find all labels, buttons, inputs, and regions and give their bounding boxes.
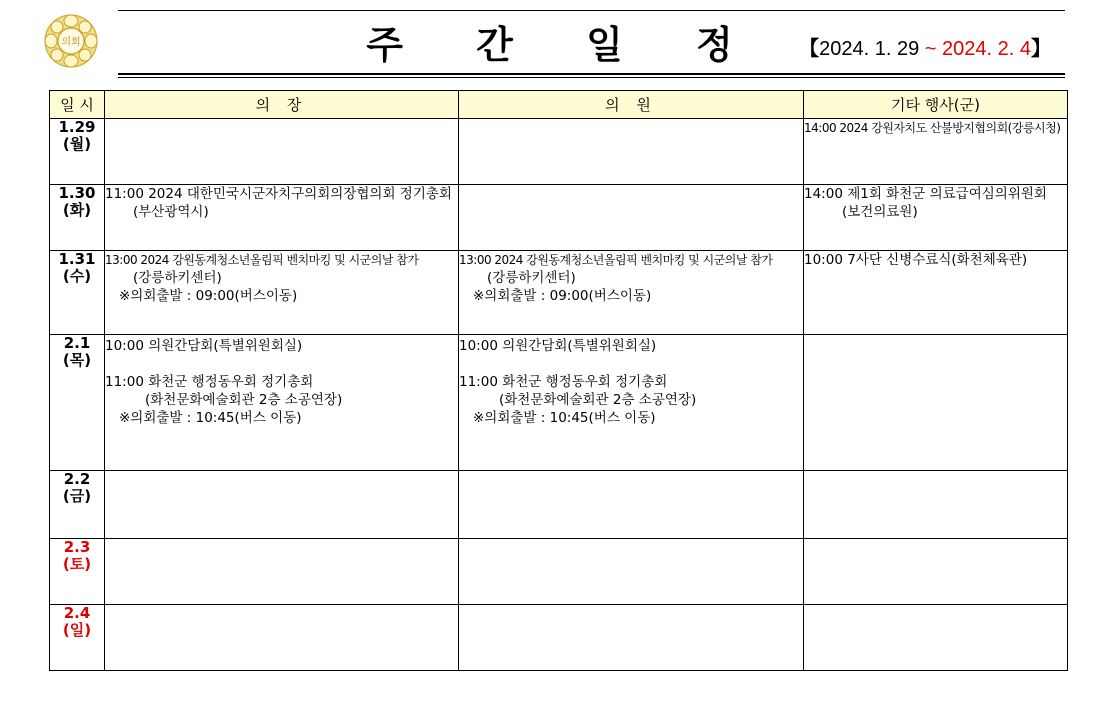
event-line: 14:00 제1회 화천군 의료급여심의위원회 — [804, 186, 1047, 202]
day-cell — [50, 539, 105, 605]
chair-cell — [105, 251, 459, 335]
event-location: (부산광역시) — [133, 204, 209, 220]
day-weekday: (목) — [62, 351, 92, 369]
table-header-row — [50, 91, 1068, 119]
col-header-member: 의 원 — [459, 91, 804, 119]
member-cell — [459, 471, 804, 539]
table-row — [50, 605, 1068, 671]
day-cell — [50, 185, 105, 251]
table-row — [50, 119, 1068, 185]
table-row — [50, 471, 1068, 539]
member-cell — [459, 251, 804, 335]
event-departure-note: ※의회출발 : 09:00(버스이동) — [119, 288, 298, 304]
event-line: 14:00 2024 강원자치도 산불방지협의회(강릉시청) — [804, 121, 1061, 135]
chair-cell — [105, 335, 459, 471]
other-cell — [804, 251, 1068, 335]
day-weekday: (수) — [62, 267, 92, 285]
event-departure-note: ※의회출발 : 09:00(버스이동) — [473, 288, 652, 304]
day-date: 1.29 — [58, 118, 96, 136]
event-line: 10:00 의원간담회(특별위원회실) — [459, 338, 657, 354]
chair-cell — [105, 119, 459, 185]
chair-cell — [105, 185, 459, 251]
col-header-chair: 의 장 — [105, 91, 459, 119]
other-cell — [804, 119, 1068, 185]
other-cell — [804, 471, 1068, 539]
day-date: 2.3 — [63, 538, 91, 556]
member-cell — [459, 119, 804, 185]
member-cell — [459, 335, 804, 471]
member-cell — [459, 605, 804, 671]
event-line: 11:00 화천군 행정동우회 정기총회 — [105, 374, 314, 390]
header-rule-top — [118, 10, 1065, 11]
table-row — [50, 539, 1068, 605]
table-row — [50, 335, 1068, 471]
day-date: 2.1 — [63, 334, 91, 352]
chair-cell — [105, 539, 459, 605]
event-departure-note: ※의회출발 : 10:45(버스 이동) — [473, 410, 656, 426]
other-cell — [804, 335, 1068, 471]
day-cell — [50, 471, 105, 539]
chair-cell — [105, 605, 459, 671]
event-location: (강릉하키센터) — [133, 270, 222, 286]
day-date: 1.31 — [58, 250, 96, 268]
col-header-other: 기타 행사(군) — [804, 91, 1068, 119]
day-weekday: (토) — [62, 555, 92, 573]
date-range-close: 】 — [1031, 38, 1051, 60]
day-cell — [50, 251, 105, 335]
day-weekday: (일) — [62, 621, 92, 639]
col-header-day: 일 시 — [50, 91, 105, 119]
event-location: (강릉하키센터) — [487, 270, 576, 286]
event-location: (보건의료원) — [842, 204, 918, 220]
event-line: 11:00 화천군 행정동우회 정기총회 — [459, 374, 668, 390]
member-cell — [459, 539, 804, 605]
date-range-end: 2024. 2. 4 — [942, 38, 1031, 60]
other-cell — [804, 185, 1068, 251]
table-row — [50, 251, 1068, 335]
event-location: (화천문화예술회관 2층 소공연장) — [145, 392, 343, 408]
header-rule-thick — [118, 73, 1065, 75]
event-line: 13:00 2024 강원동계청소년올림픽 벤치마킹 및 시군의날 참가 — [459, 253, 773, 267]
day-weekday: (화) — [62, 201, 92, 219]
chair-cell — [105, 471, 459, 539]
logo-text: 의회 — [61, 37, 81, 48]
weekly-schedule-table — [49, 90, 1068, 671]
other-cell — [804, 605, 1068, 671]
day-date: 1.30 — [58, 184, 96, 202]
day-cell — [50, 119, 105, 185]
event-departure-note: ※의회출발 : 10:45(버스 이동) — [119, 410, 302, 426]
date-range-separator: ~ — [924, 38, 937, 60]
other-cell — [804, 539, 1068, 605]
event-line: 10:00 의원간담회(특별위원회실) — [105, 338, 303, 354]
day-cell — [50, 605, 105, 671]
day-weekday: (월) — [62, 135, 92, 153]
event-location: (화천문화예술회관 2층 소공연장) — [499, 392, 697, 408]
day-weekday: (금) — [62, 487, 92, 505]
page-title: 주 간 일 정 — [366, 22, 763, 67]
day-date: 2.4 — [63, 604, 91, 622]
date-range-start: 2024. 1. 29 — [819, 38, 920, 60]
event-line: 13:00 2024 강원동계청소년올림픽 벤치마킹 및 시군의날 참가 — [105, 253, 419, 267]
day-date: 2.2 — [63, 470, 91, 488]
day-cell — [50, 335, 105, 471]
date-range — [799, 37, 1051, 61]
date-range-open: 【 — [799, 38, 820, 60]
header-rule-bottom — [118, 77, 1065, 78]
event-line: 10:00 7사단 신병수료식(화천체육관) — [804, 252, 1028, 268]
event-line: 11:00 2024 대한민국시군자치구의회의장협의회 정기총회 — [105, 186, 452, 202]
table-row — [50, 185, 1068, 251]
member-cell — [459, 185, 804, 251]
